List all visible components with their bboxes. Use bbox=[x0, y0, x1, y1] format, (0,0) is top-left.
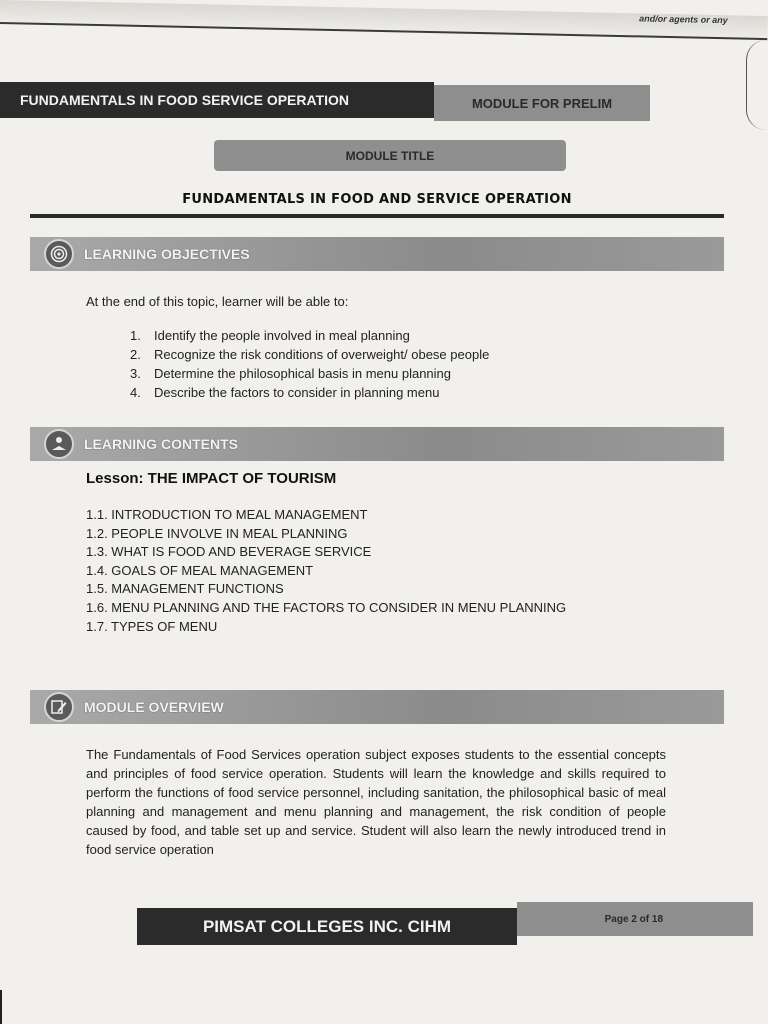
target-icon bbox=[44, 239, 74, 269]
list-item: 3. Determine the philosophical basis in menu planning bbox=[130, 366, 452, 381]
list-item: 1.4. GOALS OF MEAL MANAGEMENT bbox=[86, 562, 314, 578]
footer-page-tab bbox=[517, 902, 753, 936]
title-divider bbox=[30, 214, 724, 218]
list-item: 1.3. WHAT IS FOOD AND BEVERAGE SERVICE bbox=[86, 544, 372, 560]
learning-objectives-bar bbox=[30, 237, 724, 271]
list-item: 1.6. MENU PLANNING AND THE FACTORS TO CONSIDER IN MENU PLANNING bbox=[86, 599, 567, 615]
header-module-label: MODULE FOR PRELIM bbox=[471, 95, 613, 111]
learning-contents-label: LEARNING CONTENTS bbox=[84, 436, 238, 452]
header-title: FUNDAMENTALS IN FOOD SERVICE OPERATION bbox=[20, 92, 350, 108]
lesson-title: Lesson: THE IMPACT OF TOURISM bbox=[86, 470, 337, 487]
list-item: 4. Describe the factors to consider in planning menu bbox=[130, 385, 440, 400]
list-item: 2. Recognize the risk conditions of overweight/ obese people bbox=[130, 347, 490, 362]
header-title-bar bbox=[0, 82, 434, 118]
footer-institution-bar bbox=[137, 908, 517, 945]
learning-objectives-label: LEARNING OBJECTIVES bbox=[84, 246, 250, 262]
header-module-tab bbox=[434, 85, 650, 121]
list-item: 1.1. INTRODUCTION TO MEAL MANAGEMENT bbox=[86, 507, 368, 522]
footer-institution: PIMSAT COLLEGES INC. CIHM bbox=[202, 916, 452, 936]
page-number: Page 2 of 18 bbox=[604, 913, 663, 925]
edit-icon bbox=[44, 692, 74, 722]
page-edge bbox=[0, 990, 2, 1024]
overview-paragraph: The Fundamentals of Food Services operation subject exposes students to the essential concepts and principles of food service operation. Students will learn the knowledge and skills required to perform the functions of food service personnel, including sanitation, the philosophical basic of meal planning and management and menu planning and management, the risk condition of people caused by food, and table set up and service. Student will also learn the newly introduced trend in food service operation bbox=[86, 747, 666, 857]
learning-contents-bar bbox=[30, 427, 724, 461]
list-item: 1.2. PEOPLE INVOLVE IN MEAL PLANNING bbox=[86, 525, 348, 541]
module-title-label: MODULE TITLE bbox=[345, 148, 435, 163]
module-overview-label: MODULE OVERVIEW bbox=[84, 699, 224, 715]
objectives-intro: At the end of this topic, learner will be able to: bbox=[86, 294, 349, 309]
objectives-list bbox=[130, 326, 489, 402]
module-overview-bar bbox=[30, 690, 724, 724]
top-strip bbox=[0, 0, 768, 40]
module-title-pill bbox=[214, 140, 566, 171]
page-curl bbox=[746, 40, 768, 130]
list-item: 1. Identify the people involved in meal planning bbox=[130, 328, 410, 343]
document-title: FUNDAMENTALS IN FOOD AND SERVICE OPERATION bbox=[182, 192, 572, 207]
top-strip-text: and/or agents or any bbox=[639, 13, 728, 26]
list-item: 1.5. MANAGEMENT FUNCTIONS bbox=[86, 581, 284, 597]
list-item: 1.7. TYPES OF MENU bbox=[86, 618, 218, 634]
reader-icon bbox=[44, 429, 74, 459]
contents-list bbox=[86, 506, 566, 636]
